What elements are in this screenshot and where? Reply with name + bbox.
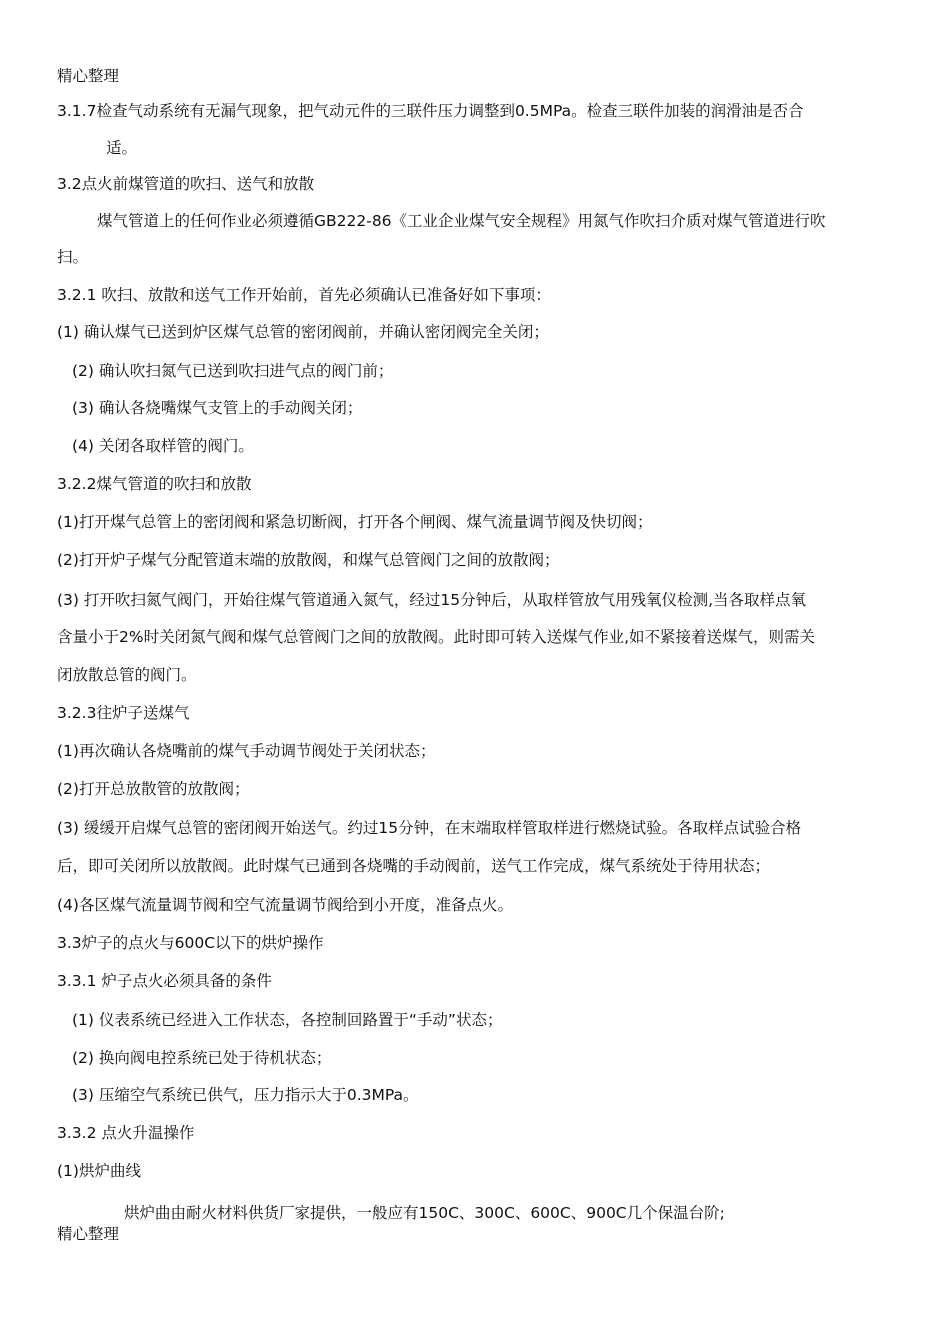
- page-footer: 精心整理: [57, 1225, 120, 1243]
- subsection-heading: 3.2.3往炉子送煤气: [57, 704, 190, 722]
- section-heading: 3.3炉子的点火与600C以下的烘炉操作: [57, 934, 324, 952]
- list-item: (4)各区煤气流量调节阀和空气流量调节阀给到小开度，准备点火。: [57, 896, 513, 914]
- page-header: 精心整理: [57, 67, 120, 85]
- section-heading: 3.2点火前煤管道的吹扫、送气和放散: [57, 175, 315, 193]
- subsection-heading: 3.3.2 点火升温操作: [57, 1124, 195, 1142]
- list-item: (1)烘炉曲线: [57, 1162, 141, 1180]
- text-line: 闭放散总管的阀门。: [57, 666, 197, 684]
- text-line: 煤气管道上的任何作业必须遵循GB222-86《工业企业煤气安全规程》用氮气作吹扫介质对煤气管道进行吹: [97, 212, 826, 230]
- subsection-heading: 3.2.2煤气管道的吹扫和放散: [57, 475, 252, 493]
- text-line: 适。: [106, 139, 138, 157]
- list-item: (1) 确认煤气已送到炉区煤气总管的密闭阀前，并确认密闭阀完全关闭；: [57, 323, 549, 341]
- list-item: (2)打开总放散管的放散阀；: [57, 780, 250, 798]
- list-item: (1)再次确认各烧嘴前的煤气手动调节阀处于关闭状态；: [57, 742, 436, 760]
- text-line: 后，即可关闭所以放散阀。此时煤气已通到各烧嘴的手动阀前，送气工作完成，煤气系统处于待用状态；: [57, 857, 771, 875]
- subsection-heading: 3.3.1 炉子点火必须具备的条件: [57, 972, 272, 990]
- list-item: (2)打开炉子煤气分配管道末端的放散阀，和煤气总管阀门之间的放散阀；: [57, 551, 560, 569]
- list-item: (4) 关闭各取样管的阀门。: [72, 437, 254, 455]
- list-item: (3) 缓缓开启煤气总管的密闭阀开始送气。约过15分钟，在末端取样管取样进行燃烧试验。各取样点试验合格: [57, 819, 802, 837]
- list-item: (1)打开煤气总管上的密闭阀和紧急切断阀，打开各个闸阀、煤气流量调节阀及快切阀；: [57, 513, 653, 531]
- list-item: (2) 换向阀电控系统已处于待机状态；: [72, 1049, 332, 1067]
- subsection-heading: 3.2.1 吹扫、放散和送气工作开始前，首先必须确认已准备好如下事项：: [57, 286, 551, 304]
- list-item: (2) 确认吹扫氮气已送到吹扫进气点的阀门前；: [72, 362, 394, 380]
- text-line: 烘炉曲由耐火材料供货厂家提供，一般应有150C、300C、600C、900C几个保温台阶;: [124, 1204, 725, 1222]
- list-item: (3) 打开吹扫氮气阀门，开始往煤气管道通入氮气，经过15分钟后，从取样管放气用残氧仪检测,当各取样点氧: [57, 591, 807, 609]
- list-item: (3) 压缩空气系统已供气，压力指示大于0.3MPa。: [72, 1086, 419, 1104]
- text-line: 扫。: [57, 248, 89, 266]
- list-item: (3) 确认各烧嘴煤气支管上的手动阀关闭；: [72, 399, 363, 417]
- list-item: (1) 仪表系统已经进入工作状态，各控制回路置于“手动”状态；: [72, 1011, 503, 1029]
- text-line: 3.1.7检查气动系统有无漏气现象，把气动元件的三联件压力调整到0.5MPa。检查三联件加装的润滑油是否合: [57, 102, 804, 120]
- text-line: 含量小于2%时关闭氮气阀和煤气总管阀门之间的放散阀。此时即可转入送煤气作业,如不紧接着送煤气，则需关: [57, 628, 816, 646]
